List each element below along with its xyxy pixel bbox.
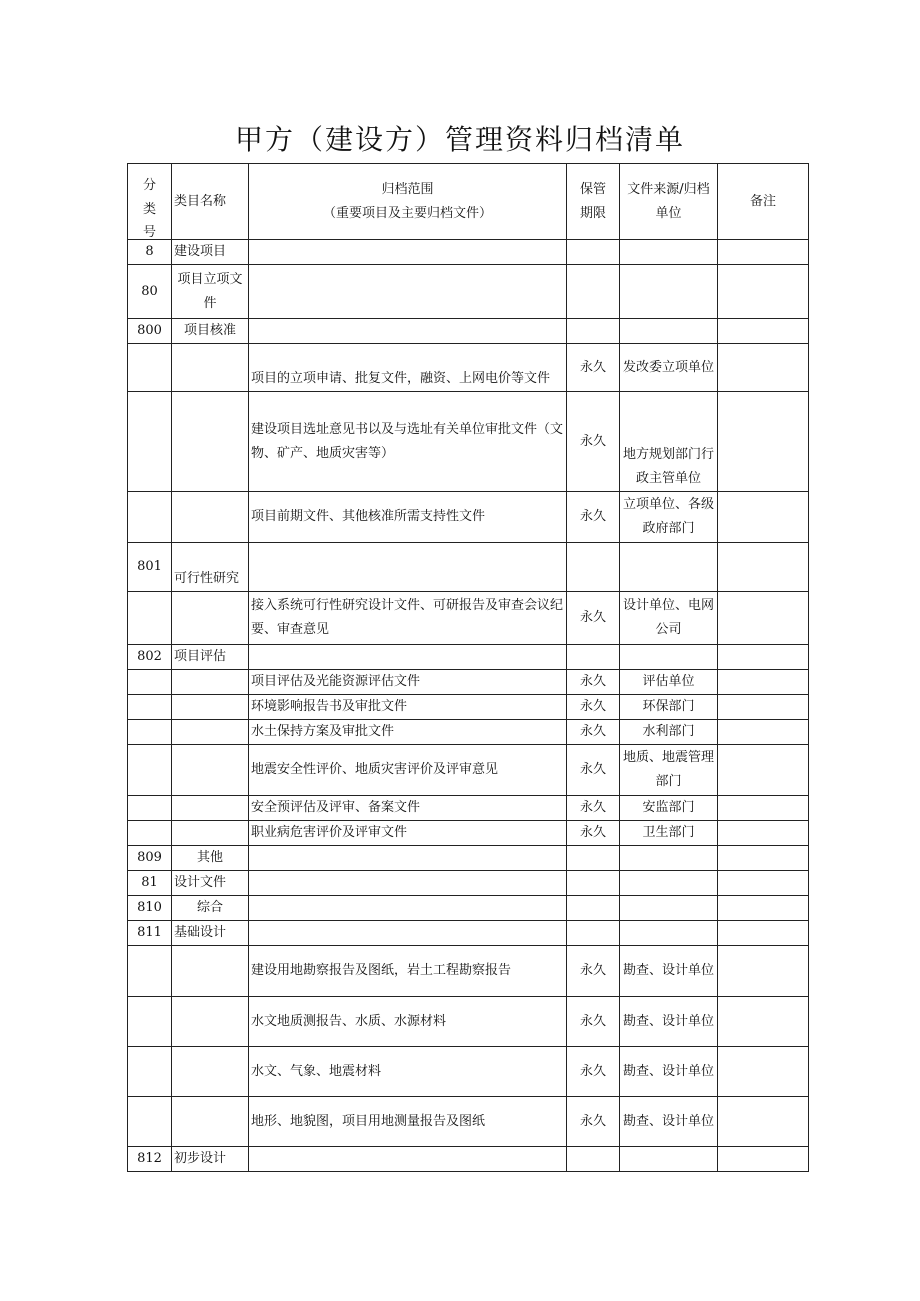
- row-retention-period: 永久: [567, 821, 620, 846]
- table-row: [128, 492, 809, 543]
- row-source-unit: 水利部门: [620, 720, 718, 745]
- row-category-name: 可行性研究: [172, 543, 249, 592]
- row-retention-period: 永久: [567, 720, 620, 745]
- table-row: [128, 846, 809, 871]
- row-archive-scope: 项目的立项申请、批复文件，融资、上网电价等文件: [249, 344, 567, 392]
- header-code: 分 类 号: [128, 164, 172, 240]
- row-archive-scope: 项目评估及光能资源评估文件: [249, 670, 567, 695]
- table-row: [128, 319, 809, 344]
- row-retention-period: 永久: [567, 796, 620, 821]
- header-retention-period: 保管 期限: [567, 164, 620, 240]
- row-code: 811: [128, 921, 172, 946]
- table-row: [128, 1047, 809, 1097]
- row-category-name: 基础设计: [172, 921, 249, 946]
- row-retention-period: 永久: [567, 392, 620, 492]
- table-row: [128, 392, 809, 492]
- row-archive-scope: 环境影响报告书及审批文件: [249, 695, 567, 720]
- row-archive-scope: 项目前期文件、其他核准所需支持性文件: [249, 492, 567, 543]
- row-archive-scope: 地震安全性评价、地质灾害评价及评审意见: [249, 745, 567, 796]
- row-archive-scope: 水文地质测报告、水质、水源材料: [249, 997, 567, 1047]
- archive-table: [127, 163, 809, 1172]
- row-code: 802: [128, 645, 172, 670]
- header-source-unit: 文件来源/归档 单位: [620, 164, 718, 240]
- row-archive-scope: 水文、气象、地震材料: [249, 1047, 567, 1097]
- row-category-name: 项目评估: [172, 645, 249, 670]
- row-retention-period: 永久: [567, 592, 620, 645]
- table-row: [128, 921, 809, 946]
- table-row: [128, 670, 809, 695]
- row-source-unit: 发改委立项单位: [620, 344, 718, 392]
- row-archive-scope: 安全预评估及评审、备案文件: [249, 796, 567, 821]
- row-retention-period: 永久: [567, 946, 620, 997]
- row-category-name: 设计文件: [172, 871, 249, 896]
- row-retention-period: 永久: [567, 670, 620, 695]
- row-archive-scope: 职业病危害评价及评审文件: [249, 821, 567, 846]
- table-row: [128, 997, 809, 1047]
- table-row: [128, 265, 809, 319]
- table-row: [128, 592, 809, 645]
- row-code: 8: [128, 240, 172, 265]
- row-retention-period: 永久: [567, 695, 620, 720]
- row-source-unit: 立项单位、各级政府部门: [620, 492, 718, 543]
- page-title: 甲方（建设方）管理资料归档清单: [234, 123, 685, 156]
- table-row: [128, 720, 809, 745]
- row-source-unit: 设计单位、电网公司: [620, 592, 718, 645]
- row-code: 80: [128, 265, 172, 319]
- row-code: 81: [128, 871, 172, 896]
- row-category-name: 综合: [172, 896, 249, 921]
- table-row: [128, 543, 809, 592]
- row-source-unit: 勘查、设计单位: [620, 946, 718, 997]
- row-source-unit: 安监部门: [620, 796, 718, 821]
- row-source-unit: 勘查、设计单位: [620, 1047, 718, 1097]
- row-code: 810: [128, 896, 172, 921]
- row-retention-period: 永久: [567, 997, 620, 1047]
- row-source-unit: 地方规划部门行政主管单位: [620, 392, 718, 492]
- row-retention-period: 永久: [567, 745, 620, 796]
- row-retention-period: 永久: [567, 1047, 620, 1097]
- header-category-name: 类目名称: [172, 164, 249, 240]
- row-source-unit: 勘查、设计单位: [620, 997, 718, 1047]
- row-source-unit: 勘查、设计单位: [620, 1097, 718, 1147]
- row-retention-period: 永久: [567, 344, 620, 392]
- table-row: [128, 745, 809, 796]
- row-retention-period: 永久: [567, 492, 620, 543]
- row-source-unit: 评估单位: [620, 670, 718, 695]
- row-source-unit: 环保部门: [620, 695, 718, 720]
- table-row: [128, 645, 809, 670]
- table-row: [128, 1097, 809, 1147]
- table-row: [128, 344, 809, 392]
- header-remarks: 备注: [718, 164, 809, 240]
- row-category-name: 项目核准: [172, 319, 249, 344]
- row-category-name: 项目立项文件: [172, 265, 249, 319]
- row-archive-scope: 水土保持方案及审批文件: [249, 720, 567, 745]
- row-archive-scope: 建设用地勘察报告及图纸，岩土工程勘察报告: [249, 946, 567, 997]
- table-row: [128, 796, 809, 821]
- table-row: [128, 695, 809, 720]
- row-category-name: 其他: [172, 846, 249, 871]
- row-archive-scope: 地形、地貌图，项目用地测量报告及图纸: [249, 1097, 567, 1147]
- row-category-name: 初步设计: [172, 1147, 249, 1172]
- table-row: [128, 240, 809, 265]
- header-archive-scope: 归档范围 （重要项目及主要归档文件）: [249, 164, 567, 240]
- row-archive-scope: 建设项目选址意见书以及与选址有关单位审批文件（文物、矿产、地质灾害等）: [249, 392, 567, 492]
- table-row: [128, 946, 809, 997]
- table-row: [128, 821, 809, 846]
- table-row: [128, 871, 809, 896]
- row-source-unit: 地质、地震管理部门: [620, 745, 718, 796]
- row-archive-scope: 接入系统可行性研究设计文件、可研报告及审查会议纪要、审查意见: [249, 592, 567, 645]
- row-category-name: 建设项目: [172, 240, 249, 265]
- table-row: [128, 896, 809, 921]
- table-header-row: [128, 164, 809, 240]
- row-code: 801: [128, 543, 172, 592]
- row-source-unit: 卫生部门: [620, 821, 718, 846]
- row-code: 812: [128, 1147, 172, 1172]
- table-row: [128, 1147, 809, 1172]
- row-code: 800: [128, 319, 172, 344]
- row-retention-period: 永久: [567, 1097, 620, 1147]
- row-code: 809: [128, 846, 172, 871]
